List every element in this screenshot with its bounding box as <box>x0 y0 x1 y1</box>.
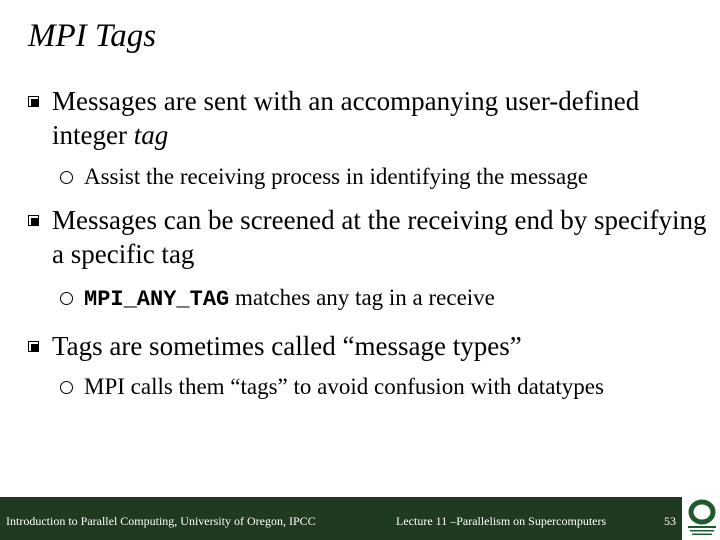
footer-lecture-title: Lecture 11 –Parallelism on Supercomputers <box>396 514 607 528</box>
circle-bullet-icon <box>60 171 73 184</box>
sub-bullet-text-rest: matches any tag in a receive <box>229 285 495 310</box>
sub-bullet-text: Assist the receiving process in identifying the message <box>84 164 588 189</box>
code-keyword: MPI_ANY_TAG <box>84 287 230 312</box>
bullet-item <box>28 84 708 152</box>
university-of-oregon-logo-icon <box>684 497 720 540</box>
sub-bullet-item <box>60 160 710 194</box>
bullet-text: Messages can be screened at the receiving end by specifying a specific tag <box>52 205 707 269</box>
sub-bullet-item <box>60 281 710 317</box>
footer-course-title: Introduction to Parallel Computing, University of Oregon, IPCC <box>6 514 316 528</box>
square-bullet-icon <box>28 215 39 226</box>
bullet-text <box>28 84 708 152</box>
bullet-text-emphasis: tag <box>133 120 169 150</box>
bullet-item <box>28 329 708 363</box>
slide-title: MPI Tags <box>28 18 157 54</box>
circle-bullet-icon <box>60 292 73 305</box>
square-bullet-icon <box>28 96 39 107</box>
circle-bullet-icon <box>60 381 73 394</box>
sub-bullet-item <box>60 370 710 404</box>
sub-bullet-text: MPI calls them “tags” to avoid confusion with datatypes <box>84 374 604 399</box>
sub-bullet-text <box>60 281 710 317</box>
slide-footer <box>0 497 682 540</box>
square-bullet-icon <box>28 341 39 352</box>
bullet-text-main: Messages are sent with an accompanying user-defined integer <box>52 86 640 150</box>
page-number: 53 <box>664 514 676 528</box>
bullet-item <box>28 203 708 271</box>
bullet-text: Tags are sometimes called “message types” <box>52 331 522 361</box>
